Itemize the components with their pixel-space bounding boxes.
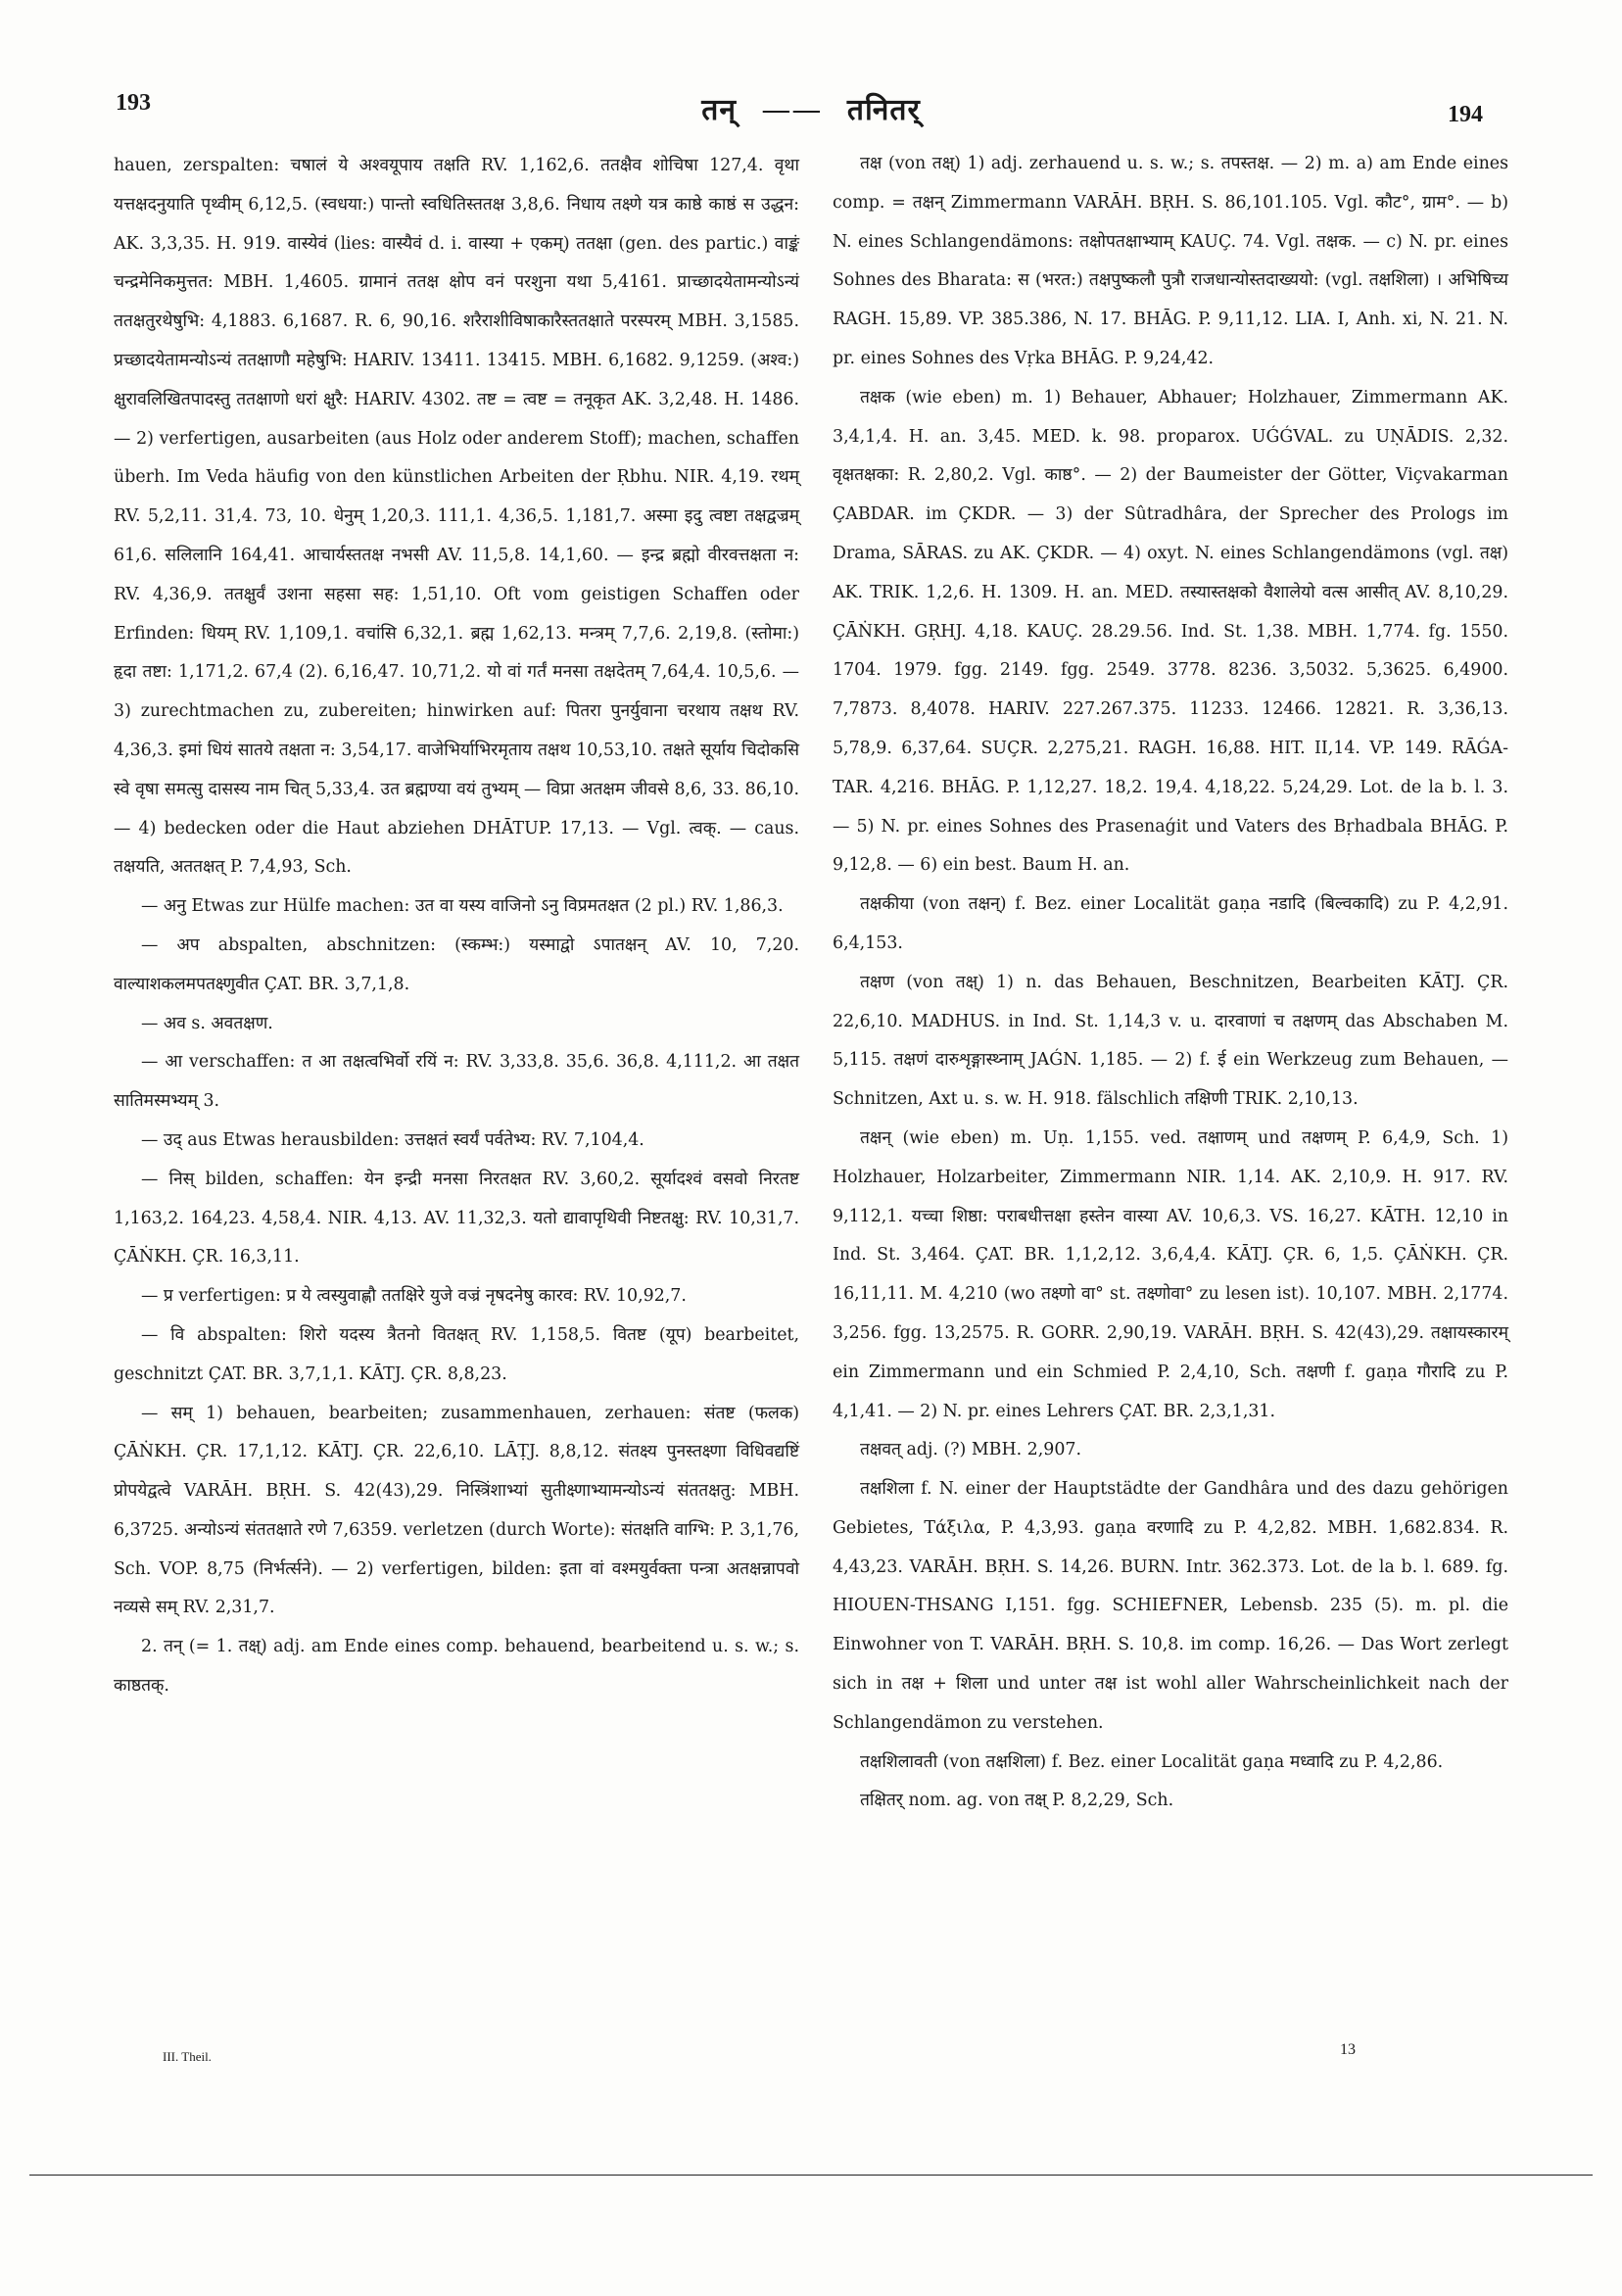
bottom-rule bbox=[29, 2175, 1593, 2176]
entry-paragraph: 2. तन् (= 1. तक्ष्) adj. am Ende eines comp. behauend, bearbeitend u. s. w.; s. काष्ठतक्. bbox=[114, 1637, 799, 1697]
entry-paragraph: तक्षण (von तक्ष्) 1) n. das Behauen, Beschnitzen, Bearbeiten KĀTJ. ÇR. 22,6,10. MADHUS. in Ind. St. 1,14,3 v. u. दारवाणां च तक्षणम् das Abschaben M. 5,115. तक्षणं दारुशृङ्गास्थ्नाम् JAǴN. 1,185. — 2) f. ई ein Werkzeug zum Behauen, — Schnitzen, Axt u. s. w. H. 918. fälschlich तक्षिणी TRIK. 2,10,13. bbox=[833, 972, 1508, 1110]
right-column bbox=[833, 145, 1508, 1821]
header-dash: —— bbox=[761, 93, 823, 127]
entry-paragraph: तक्ष (von तक्ष्) 1) adj. zerhauend u. s. w.; s. तपस्तक्ष. — 2) m. a) am Ende eines comp. = तक्षन् Zimmermann VARĀH. BṚH. S. 86,101.105. Vgl. कौट°, ग्राम°. — b) N. eines Schlangendämons: तक्षोपतक्षाभ्याम् KAUÇ. 74. Vgl. तक्षक. — c) N. pr. eines Sohnes des Bharata: स (भरत:) तक्षपुष्कलौ पुत्रौ राजधान्योस्तदाख्ययो: (vgl. तक्षशिला) । अभिषिच्य RAGH. 15,89. VP. 385.386, N. 17. BHĀG. P. 9,11,12. LIA. I, Anh. xi, N. 21. N. pr. eines Sohnes des Vṛka BHĀG. P. 9,24,42. bbox=[833, 154, 1508, 368]
entry-paragraph: hauen, zerspalten: चषालं ये अश्वयूपाय तक्षति RV. 1,162,6. ततक्षैव शोचिषा 127,4. वृथा यत्तक्षदनुयाति पृथ्वीम् 6,12,5. (स्वधया:) पान्तो स्वधितिस्ततक्ष 3,8,6. निधाय तक्ष्णे यत्र काष्ठे काष्ठं स उद्धन: AK. 3,3,35. H. 919. वास्येवं (lies: वास्यैवं d. i. वास्या + एकम्) ततक्षा (gen. des partic.) वाङ्कं चन्द्रमेनिकमुत्तत: MBH. 1,4605. ग्रामानं ततक्ष क्षोप वनं परशुना यथा 5,4161. प्राच्छादयेतामन्योऽन्यं ततक्षतुरथेषुभि: 4,1883. 6,1687. R. 6, 90,16. शरैराशीविषाकारैस्ततक्षाते परस्परम् MBH. 3,1585. प्रच्छादयेतामन्योऽन्यं ततक्षाणौ महेषुभि: HARIV. 13411. 13415. MBH. 6,1682. 9,1259. (अश्व:) क्षुरावलिखितपादस्तु ततक्षाणो धरां क्षुरै: HARIV. 4302. तष्ट = त्वष्ट = तनूकृत AK. 3,2,48. H. 1486. — 2) verfertigen, ausarbeiten (aus Holz oder anderem Stoff); machen, schaffen überh. Im Veda häufig von den künstlichen Arbeiten der Ṛbhu. NIR. 4,19. रथम् RV. 5,2,11. 31,4. 73, 10. धेनुम् 1,20,3. 111,1. 4,36,5. 1,181,7. अस्मा इदु त्वष्टा तक्षद्वज्रम् 61,6. सलिलानि 164,41. आचार्यस्ततक्ष नभसी AV. 11,5,8. 14,1,60. — इन्द्र ब्रह्मो वीरवत्तक्षता न: RV. 4,36,9. ततक्षुर्वं उशना सहसा सह: 1,51,10. Oft vom geistigen Schaffen oder Erfinden: धियम् RV. 1,109,1. वचांसि 6,32,1. ब्रह्म 1,62,13. मन्त्रम् 7,7,6. 2,19,8. (स्तोमा:) हृदा तष्टा: 1,171,2. 67,4 (2). 6,16,47. 10,71,2. यो वां गर्तं मनसा तक्षदेतम् 7,64,4. 10,5,6. — 3) zurechtmachen zu, zubereiten; hinwirken auf: पितरा पुनर्युवाना चरथाय तक्षथ RV. 4,36,3. इमां धियं सातये तक्षता न: 3,54,17. वाजेभिर्याभिरमृताय तक्षथ 10,53,10. तक्षते सूर्याय चिदोकसि स्वे वृषा समत्सु दासस्य नाम चित् 5,33,4. उत ब्रह्मण्या वयं तुभ्यम् — विप्रा अतक्षम जीवसे 8,6, 33. 86,10. — 4) bedecken oder die Haut abziehen DHĀTUP. 17,13. — Vgl. त्वक्. — caus. तक्षयति, अततक्षत् P. 7,4,93, Sch. bbox=[114, 156, 799, 878]
entry-paragraph: — उद् aus Etwas herausbilden: उत्तक्षतं स्वर्यं पर्वतेभ्य: RV. 7,104,4. bbox=[141, 1129, 644, 1150]
page-number-right: 194 bbox=[1448, 102, 1483, 127]
running-header bbox=[0, 88, 1622, 128]
entry-paragraph: — सम् 1) behauen, bearbeiten; zusammenhauen, zerhauen: संतष्ट (फलक) ÇĀṄKH. ÇR. 17,1,12. KĀTJ. ÇR. 22,6,10. LĀṬJ. 8,8,12. संतक्ष्य पुनस्तक्ष्णा विधिवद्यष्टिं प्रोपयेद्वत्वे VARĀH. BṚH. S. 42(43),29. निस्त्रिंशाभ्यां सुतीक्ष्णाभ्यामन्योऽन्यं संततक्षतु: MBH. 6,3725. अन्योऽन्यं संततक्षाते रणे 7,6359. verletzen (durch Worte): संतक्षति वाग्भि: P. 3,1,76, Sch. VOP. 8,75 (निर्भर्त्सने). — 2) verfertigen, bilden: इता वां वश्मयुर्वक्ता पन्त्रा अतक्षन्नापवो नव्यसे सम् RV. 2,31,7. bbox=[114, 1403, 799, 1618]
entry-paragraph: तक्षकीया (von तक्षन्) f. Bez. einer Localität gaṇa नडादि (बिल्वकादि) zu P. 4,2,91. 6,4,153. bbox=[833, 894, 1508, 953]
entry-paragraph: तक्षशिलावती (von तक्षशिला) f. Bez. einer Localität gaṇa मध्वादि zu P. 4,2,86. bbox=[860, 1751, 1444, 1772]
entry-paragraph: तक्षितर् nom. ag. von तक्ष् P. 8,2,29, Sch. bbox=[860, 1791, 1174, 1811]
header-right-word: तनितर् bbox=[846, 93, 921, 127]
page-number-left: 193 bbox=[116, 90, 151, 116]
entry-paragraph: — वि abspalten: शिरो यदस्य त्रैतनो वितक्षत् RV. 1,158,5. वितष्ट (यूप) bearbeitet, geschnitzt ÇAT. BR. 3,7,1,1. KĀTJ. ÇR. 8,8,23. bbox=[114, 1324, 799, 1384]
entry-paragraph: — अप abspalten, abschnitzen: (स्कम्भ:) यस्माद्वो ऽपातक्षन् AV. 10, 7,20. वाल्याशकलमपतक्ष्णुवीत ÇAT. BR. 3,7,1,8. bbox=[114, 934, 799, 994]
entry-paragraph: — निस् bilden, schaffen: येन इन्द्री मनसा निरतक्षत RV. 3,60,2. सूर्यादश्वं वसवो निरतष्ट 1,163,2. 164,23. 4,58,4. NIR. 4,13. AV. 11,32,3. यतो द्यावापृथिवी निष्टतक्षु: RV. 10,31,7. ÇĀṄKH. ÇR. 16,3,11. bbox=[114, 1169, 799, 1268]
entry-paragraph: — प्र verfertigen: प्र ये त्वस्युवाह्णौ ततक्षिरे युजे वज्रं नृषदनेषु कारव: RV. 10,92,7. bbox=[141, 1286, 687, 1307]
volume-part-label: III. Theil. bbox=[163, 2049, 212, 2064]
signature-mark: 13 bbox=[1340, 2041, 1356, 2058]
entry-paragraph: — अनु Etwas zur Hülfe machen: उत वा यस्य वाजिनो ऽनु विप्रमतक्षत (2 pl.) RV. 1,86,3. bbox=[141, 896, 784, 917]
left-column bbox=[114, 147, 799, 1706]
header-left-word: तन् bbox=[701, 93, 737, 127]
entry-paragraph: तक्षन् (wie eben) m. Uṇ. 1,155. ved. तक्षाणम् und तक्षणम् P. 6,4,9, Sch. 1) Holzhauer, Holzarbeiter, Zimmermann NIR. 1,14. AK. 2,10,9. H. 917. RV. 9,112,1. यच्चा शिष्ठा: पराबधीत्तक्षा हस्तेन वास्या AV. 10,6,3. VS. 16,27. KĀTH. 12,10 in Ind. St. 3,464. ÇAT. BR. 1,1,2,12. 3,6,4,4. KĀTJ. ÇR. 6, 1,5. ÇĀṄKH. ÇR. 16,11,11. M. 4,210 (wo तक्ष्णो वा° st. तक्ष्णोवा° zu lesen ist). 10,107. MBH. 2,1774. 3,256. fgg. 13,2575. R. GORR. 2,90,19. VARĀH. BṚH. S. 42(43),29. तक्षायस्कारम् ein Zimmermann und ein Schmied P. 2,4,10, Sch. तक्षणी f. gaṇa गौरादि zu P. 4,1,41. — 2) N. pr. eines Lehrers ÇAT. BR. 2,3,1,31. bbox=[833, 1127, 1508, 1421]
entry-paragraph: तक्षवत् adj. (?) MBH. 2,907. bbox=[860, 1440, 1081, 1460]
entry-paragraph: — आ verschaffen: त आ तक्षत्वभिर्वो रयिं न: RV. 3,33,8. 35,6. 36,8. 4,111,2. आ तक्षत सातिमस्मभ्यम् 3. bbox=[114, 1052, 799, 1112]
entry-paragraph: तक्षशिला f. N. einer der Hauptstädte der Gandhâra und des dazu gehörigen Gebietes, Τάξιλα, P. 4,3,93. gaṇa वरणादि zu P. 4,2,82. MBH. 1,682.834. R. 4,43,23. VARĀH. BṚH. S. 14,26. BURN. Intr. 362.373. Lot. de la b. l. 689. fg. HIOUEN-THSANG I,151. fgg. SCHIEFNER, Lebensb. 235 (5). m. pl. die Einwohner von T. VARĀH. BṚH. S. 10,8. im comp. 16,26. — Das Wort zerlegt sich in तक्ष + शिला und unter तक्ष ist wohl aller Wahrscheinlichkeit nach der Schlangendämon zu verstehen. bbox=[833, 1479, 1508, 1733]
entry-paragraph: तक्षक (wie eben) m. 1) Behauer, Abhauer; Holzhauer, Zimmermann AK. 3,4,1,4. H. an. 3,45. MED. k. 98. proparox. UǴǴVAL. zu UṆĀDIS. 2,32. वृक्षतक्षका: R. 2,80,2. Vgl. काष्ठ°. — 2) der Baumeister der Götter, Viçvakarman ÇABDAR. im ÇKDR. — 3) der Sûtradhâra, der Sprecher des Prologs im Drama, SĀRAS. zu AK. ÇKDR. — 4) oxyt. N. eines Schlangendämons (vgl. तक्ष) AK. TRIK. 1,2,6. H. 1309. H. an. MED. तस्यास्तक्षको वैशालेयो वत्स आसीत् AV. 8,10,29. ÇĀṄKH. GṚHJ. 4,18. KAUÇ. 28.29.56. Ind. St. 1,38. MBH. 1,774. fg. 1550. 1704. 1979. fgg. 2149. fgg. 2549. 3778. 8236. 3,5032. 5,3625. 6,4900. 7,7873. 8,4078. HARIV. 227.267.375. 11233. 12466. 12821. R. 3,36,13. 5,78,9. 6,37,64. SUÇR. 2,275,21. RAGH. 16,88. HIT. II,14. VP. 149. RĀǴA-TAR. 4,216. BHĀG. P. 1,12,27. 18,2. 19,4. 4,18,22. 5,24,29. Lot. de la b. l. 3. — 5) N. pr. eines Sohnes des Prasenaǵit und Vaters des Bṛhadbala BHĀG. P. 9,12,8. — 6) ein best. Baum H. an. bbox=[833, 387, 1508, 876]
entry-paragraph: — अव s. अवतक्षण. bbox=[141, 1013, 273, 1033]
